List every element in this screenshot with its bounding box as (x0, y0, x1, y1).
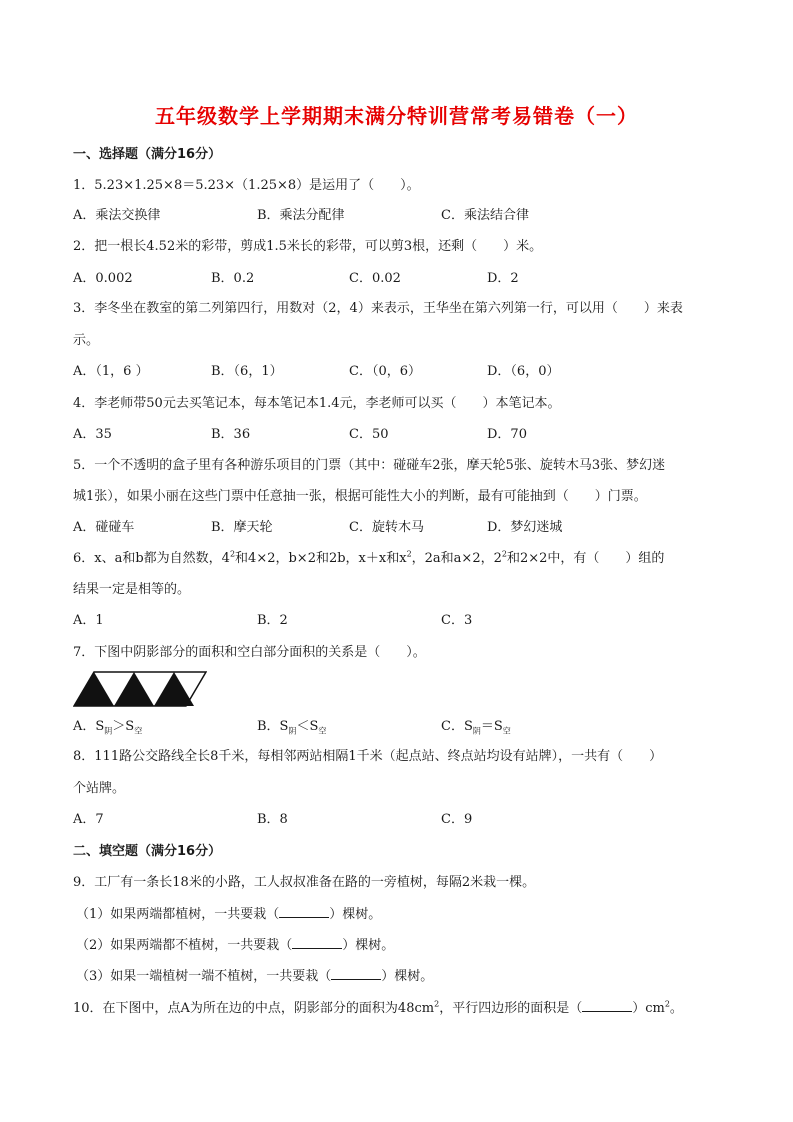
question-6-stem-line1 (73, 550, 664, 568)
question-2-option-d[interactable]: D．2 (487, 271, 519, 286)
part-text: ）棵树。 (329, 907, 382, 922)
question-1-stem: 1．5.23×1.25×8＝5.23×（1.25×8）是运用了（ ）。 (73, 178, 420, 193)
question-2-option-a[interactable]: A．0.002 (73, 271, 133, 286)
question-5-stem-line1: 5．一个不透明的盒子里有各种游乐项目的门票（其中：碰碰车2张，摩天轮5张、旋转木马3张、梦幻迷 (73, 458, 666, 473)
subscript: 阴 (104, 726, 113, 736)
question-4-stem: 4．李老师带50元去买笔记本，每本笔记本1.4元，李老师可以买（ ）本笔记本。 (73, 396, 561, 411)
part-text: （3）如果一端植树一端不植树，一共要栽（ (76, 969, 332, 984)
question-6-option-a[interactable]: A．1 (73, 613, 104, 628)
question-4-option-c[interactable]: C．50 (349, 427, 389, 442)
question-8-option-b[interactable]: B．8 (257, 812, 288, 827)
question-9-part-2 (76, 936, 394, 955)
question-10-text-4: 。 (669, 1001, 683, 1016)
question-8-option-c[interactable]: C．9 (441, 812, 473, 827)
question-6-option-c[interactable]: C．3 (441, 613, 473, 628)
option-text: ＝S (480, 719, 503, 734)
question-5-option-a[interactable]: A．碰碰车 (73, 520, 135, 535)
option-text: ＜S (296, 719, 319, 734)
parallelogram-figure (73, 670, 207, 708)
question-3-option-a[interactable]: A．（1，6 ） (73, 364, 149, 379)
question-3-option-c[interactable]: C．（0，6） (349, 364, 421, 379)
question-5-option-d[interactable]: D．梦幻迷城 (487, 520, 563, 535)
exponent: 2 (501, 549, 507, 559)
question-7-option-c[interactable] (441, 718, 511, 736)
question-4-option-d[interactable]: D．70 (487, 427, 527, 442)
question-5-option-b[interactable]: B．摩天轮 (211, 520, 273, 535)
option-text: A．S (73, 719, 105, 734)
question-10-text-3: ）cm (632, 1001, 665, 1016)
option-text: C．S (441, 719, 473, 734)
section-heading-fill-in: 二、填空题（满分16分） (73, 844, 222, 859)
option-text: ＞S (112, 719, 135, 734)
question-7-option-a[interactable] (73, 718, 142, 736)
part-text: （1）如果两端都植树，一共要栽（ (76, 907, 280, 922)
option-text: B．S (257, 719, 289, 734)
question-3-stem-line2: 示。 (73, 333, 100, 348)
exponent: 2 (434, 999, 440, 1009)
answer-blank[interactable] (331, 967, 381, 980)
question-9-stem: 9．工厂有一条长18米的小路，工人叔叔准备在路的一旁植树，每隔2米栽一棵。 (73, 875, 536, 890)
question-2-option-b[interactable]: B．0.2 (211, 271, 255, 286)
question-5-stem-line2: 城1张），如果小丽在这些门票中任意抽一张，根据可能性大小的判断，最有可能抽到（ ）门票。 (73, 489, 647, 504)
question-6-text-2: 和4×2，b×2和2b，x＋x和x (235, 551, 407, 566)
exponent: 2 (406, 549, 412, 559)
question-7-stem: 7．下图中阴影部分的面积和空白部分面积的关系是（ ）。 (73, 645, 426, 660)
question-7-option-b[interactable] (257, 718, 326, 736)
question-3-option-d[interactable]: D．（6，0） (487, 364, 560, 379)
question-4-option-a[interactable]: A．35 (73, 427, 112, 442)
question-10-stem (73, 999, 683, 1018)
part-text: ）棵树。 (342, 938, 395, 953)
subscript: 空 (502, 726, 511, 736)
question-6-stem-line2: 结果一定是相等的。 (73, 582, 191, 597)
page-title: 五年级数学上学期期末满分特训营常考易错卷（一） (155, 104, 638, 128)
question-1-option-b[interactable]: B．乘法分配律 (257, 208, 345, 223)
question-8-stem-line2: 个站牌。 (73, 781, 126, 796)
subscript: 空 (134, 726, 143, 736)
question-3-stem-line1: 3．李冬坐在教室的第二列第四行，用数对（2，4）来表示，王华坐在第六列第一行，可以用（ ）来表 (73, 301, 683, 316)
subscript: 空 (318, 726, 327, 736)
subscript: 阴 (288, 726, 297, 736)
question-8-option-a[interactable]: A．7 (73, 812, 104, 827)
part-text: （2）如果两端都不植树，一共要栽（ (76, 938, 293, 953)
question-2-option-c[interactable]: C．0.02 (349, 271, 401, 286)
question-4-option-b[interactable]: B．36 (211, 427, 251, 442)
exponent: 2 (229, 549, 236, 559)
part-text: ）棵树。 (381, 969, 434, 984)
question-6-text-4: 和2×2中，有（ ）组的 (506, 551, 665, 566)
exponent: 2 (664, 999, 670, 1009)
question-5-option-c[interactable]: C．旋转木马 (349, 520, 424, 535)
question-2-stem: 2．把一根长4.52米的彩带，剪成1.5米长的彩带，可以剪3根，还剩（ ）米。 (73, 239, 543, 254)
question-8-stem-line1: 8．111路公交路线全长8千米，每相邻两站相隔1千米（起点站、终点站均设有站牌），一共有（ ） (73, 749, 663, 764)
question-6-text-1: 6．x、a和b都为自然数，4 (73, 551, 230, 566)
section-heading-choice: 一、选择题（满分16分） (73, 147, 222, 162)
answer-blank[interactable] (292, 936, 342, 949)
question-6-text-3: ，2a和a×2，2 (411, 551, 502, 566)
answer-blank[interactable] (582, 999, 632, 1012)
answer-blank[interactable] (279, 905, 329, 918)
question-1-option-c[interactable]: C．乘法结合律 (441, 208, 529, 223)
question-10-text-1: 10．在下图中，点A为所在边的中点，阴影部分的面积为48cm (73, 1001, 435, 1016)
question-3-option-b[interactable]: B．（6，1） (211, 364, 283, 379)
subscript: 阴 (472, 726, 481, 736)
question-1-option-a[interactable]: A．乘法交换律 (73, 208, 161, 223)
question-6-option-b[interactable]: B．2 (257, 613, 288, 628)
question-9-part-3 (76, 967, 433, 986)
question-9-part-1 (76, 905, 381, 924)
question-10-text-2: ，平行四边形的面积是（ (439, 1001, 583, 1016)
